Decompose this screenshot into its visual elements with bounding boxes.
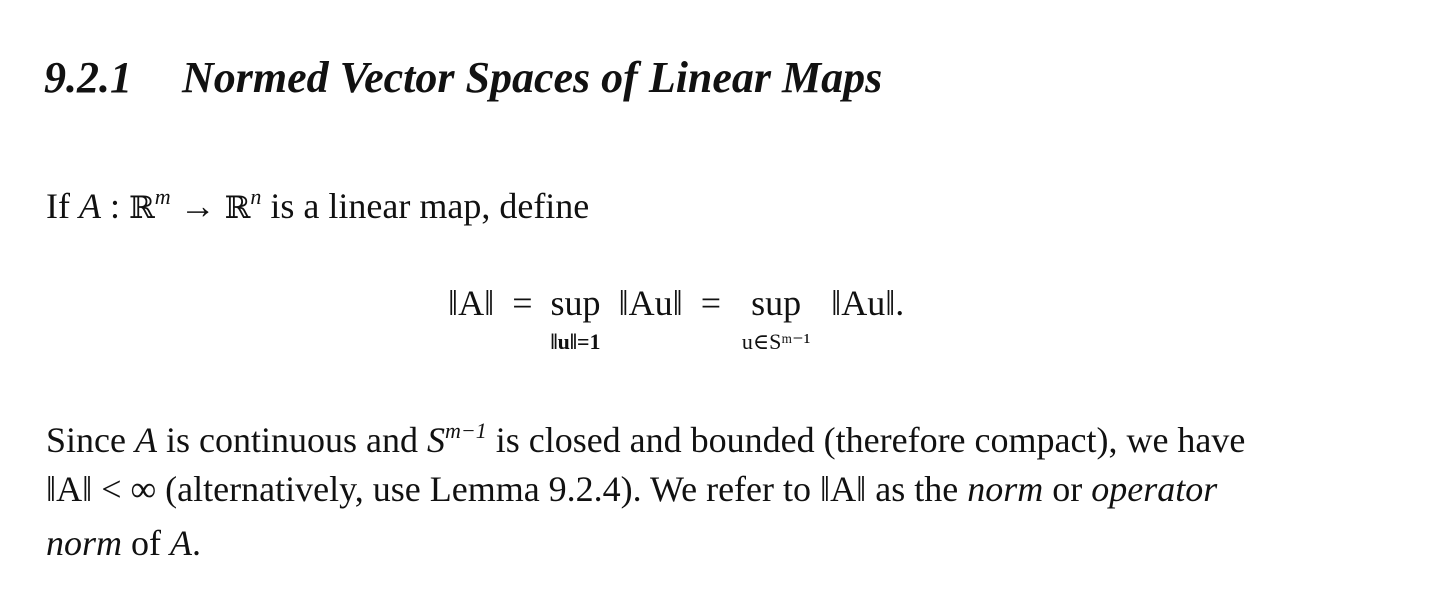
eq-term-1: ‖Au‖ [618,283,683,323]
para-term-norm: norm [967,469,1044,509]
paragraph-line-3 [46,522,201,564]
section-heading [44,52,882,103]
section-title: Normed Vector Spaces of Linear Maps [182,53,883,102]
eq-sign-1: = [512,283,533,323]
section-number: 9.2.1 [44,53,132,102]
para-text: . [192,523,202,563]
sup-word-2: sup [751,283,802,323]
intro-domain-exp: m [154,184,171,209]
intro-if: If [46,186,70,226]
para-text: or [1043,469,1092,509]
eq-lhs: ‖A‖ [448,283,495,323]
intro-arrow: → [170,186,225,226]
intro-colon: : [100,186,129,226]
eq-term-2: ‖Au‖. [831,283,905,323]
para-symbol-A: A [134,420,157,460]
sup-subscript-1: ‖u‖=1 [550,329,601,354]
sup-subscript-2: u∈Sᵐ⁻¹ [741,329,811,354]
para-term-operator: operator [1091,469,1218,509]
intro-map-name: A [78,186,101,226]
intro-line [46,184,589,227]
eq-sign-2: = [700,283,722,323]
para-term-norm: norm [46,523,123,563]
para-text: ‖A‖ < ∞ (alternatively, use Lemma 9.2.4). We refer to ‖A‖ as the [46,469,968,509]
intro-rest: is a linear map, define [261,186,590,226]
sup-operator-1 [550,282,601,354]
sup-operator-2 [741,282,811,354]
para-exponent: m−1 [444,418,487,443]
intro-codomain-exp: n [250,184,262,209]
paragraph-line-2 [46,468,1217,510]
para-symbol-S: S [426,420,445,460]
display-equation [448,282,904,362]
paragraph-line-1 [46,418,1245,461]
para-text: is closed and bounded (therefore compact), we have [486,420,1246,460]
para-text: of [122,523,171,563]
para-text: is continuous and [156,420,427,460]
intro-domain: ℝ [129,190,155,226]
para-symbol-A: A [170,523,193,563]
para-text: Since [46,420,135,460]
sup-word-1: sup [550,283,601,323]
intro-codomain: ℝ [224,190,251,226]
